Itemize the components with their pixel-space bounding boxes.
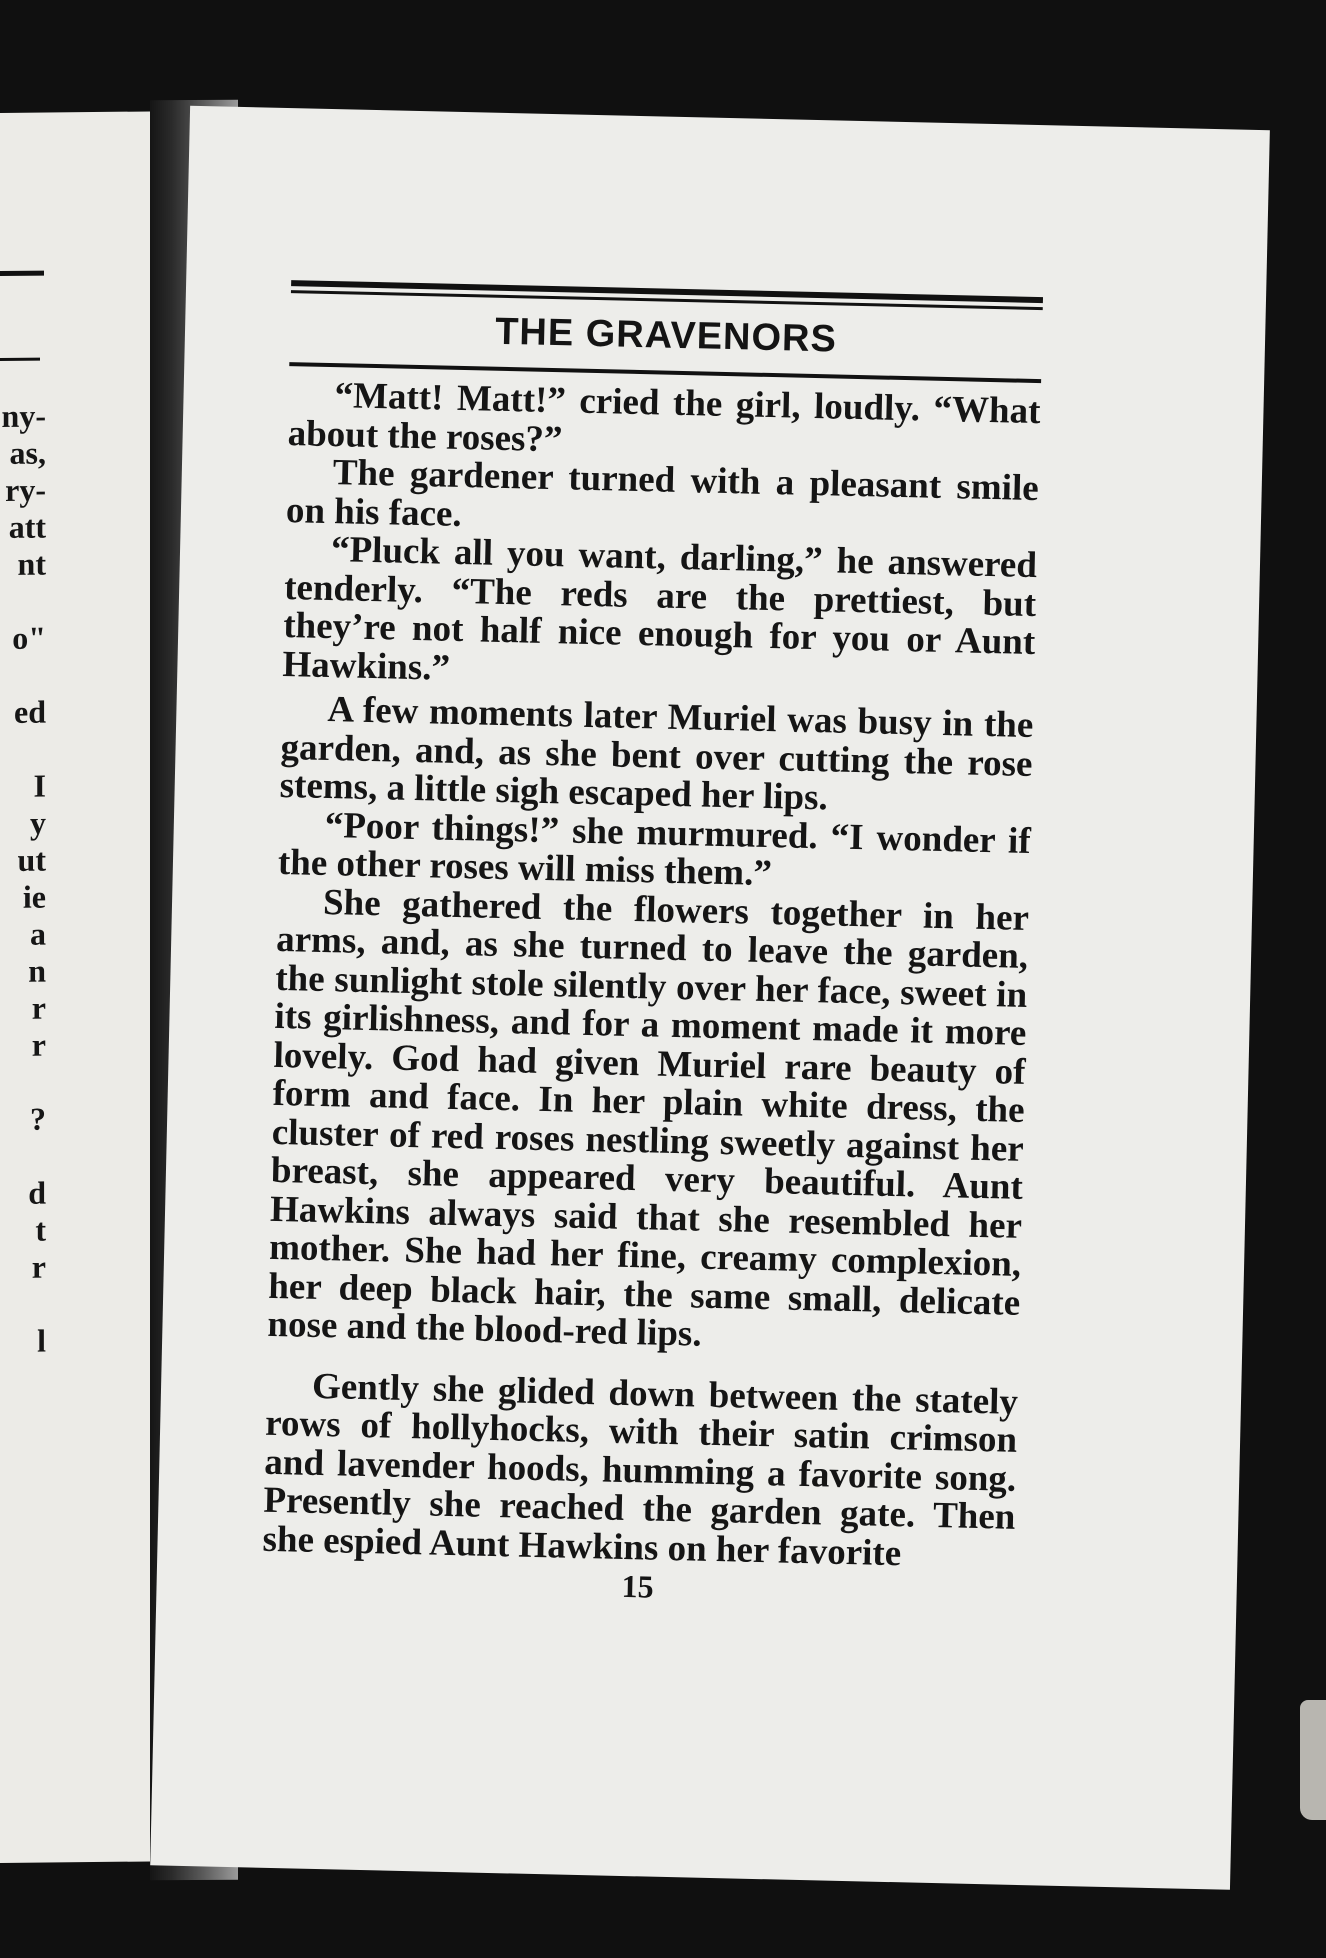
previous-page-line-fragment: r (31, 1248, 46, 1285)
previous-page-line-fragment: r (31, 989, 46, 1026)
page-number: 15 (621, 1567, 655, 1605)
previous-page-line-fragment: as, (9, 434, 46, 471)
previous-page-line-fragment: ? (30, 1100, 46, 1137)
previous-page-line-fragment: ry- (5, 471, 46, 508)
previous-page-line-fragment: ut (17, 841, 46, 878)
previous-page-line-fragment: t (35, 1211, 46, 1248)
previous-page-line-fragment: nt (17, 545, 46, 582)
paragraph: A few moments later Muriel was busy in the garden, and, as she bent over cutting the rose stems, a little sigh escaped her lips. (279, 689, 1034, 819)
previous-page-text-fragments (0, 398, 46, 1360)
paragraph: She gathered the flowers together in her arms, and, as she turned to leave the garden, the sunlight stole silently over her face, sweet in its girlishness, and for a moment made it more lovely. God had given Muriel rare beauty of form and face. In her plain white dress, the cluster of red roses nestling sweetly against her breast, she appeared very beautiful. Aunt Hawkins always said that she resembled her mother. She had her fine, creamy complexion, her deep black hair, the same small, delicate nose and the blood-red lips. (267, 881, 1030, 1355)
page-body-text (262, 376, 1041, 1576)
previous-page-line-fragment: att (8, 508, 46, 545)
paragraph: “Pluck all you want, darling,” he answered tenderly. “The reds are the prettiest, but they’re not half nice enough for you or Aunt Hawkins.” (282, 529, 1038, 689)
previous-page-line-fragment: n (28, 952, 46, 989)
paragraph: Gently she glided down between the stately rows of hollyhocks, with their satin crimson and lavender hoods, humming a favorite song. Presently she reached the garden gate. Then she espied Aunt Hawkins on her favorite (262, 1365, 1019, 1574)
previous-page-line-fragment: ed (14, 693, 46, 730)
paragraph: The gardener turned with a pleasant smile on his face. (285, 452, 1040, 535)
previous-page-header-rule-lower (0, 358, 40, 361)
paragraph: “Poor things!” she murmured. “I wonder if the other roses will miss them.” (277, 804, 1032, 895)
previous-page-line-fragment: ie (22, 878, 46, 915)
previous-page-header-rule (0, 271, 44, 276)
previous-page-line-fragment: ny- (1, 397, 46, 435)
previous-page-line-fragment: a (30, 915, 46, 952)
previous-page-line-fragment: y (30, 804, 46, 841)
previous-page-line-fragment: I (33, 767, 46, 804)
previous-page-line-fragment: d (28, 1174, 46, 1211)
previous-page-line-fragment: l (37, 1322, 46, 1359)
running-head: THE GRAVENORS (494, 310, 838, 361)
book-page (150, 106, 1270, 1890)
torn-page-edge (1300, 1700, 1326, 1820)
paragraph: “Matt! Matt!” cried the girl, loudly. “What about the roses?” (287, 375, 1041, 460)
previous-page-line-fragment: r (31, 1026, 46, 1063)
previous-page-line-fragment: o" (12, 619, 46, 656)
